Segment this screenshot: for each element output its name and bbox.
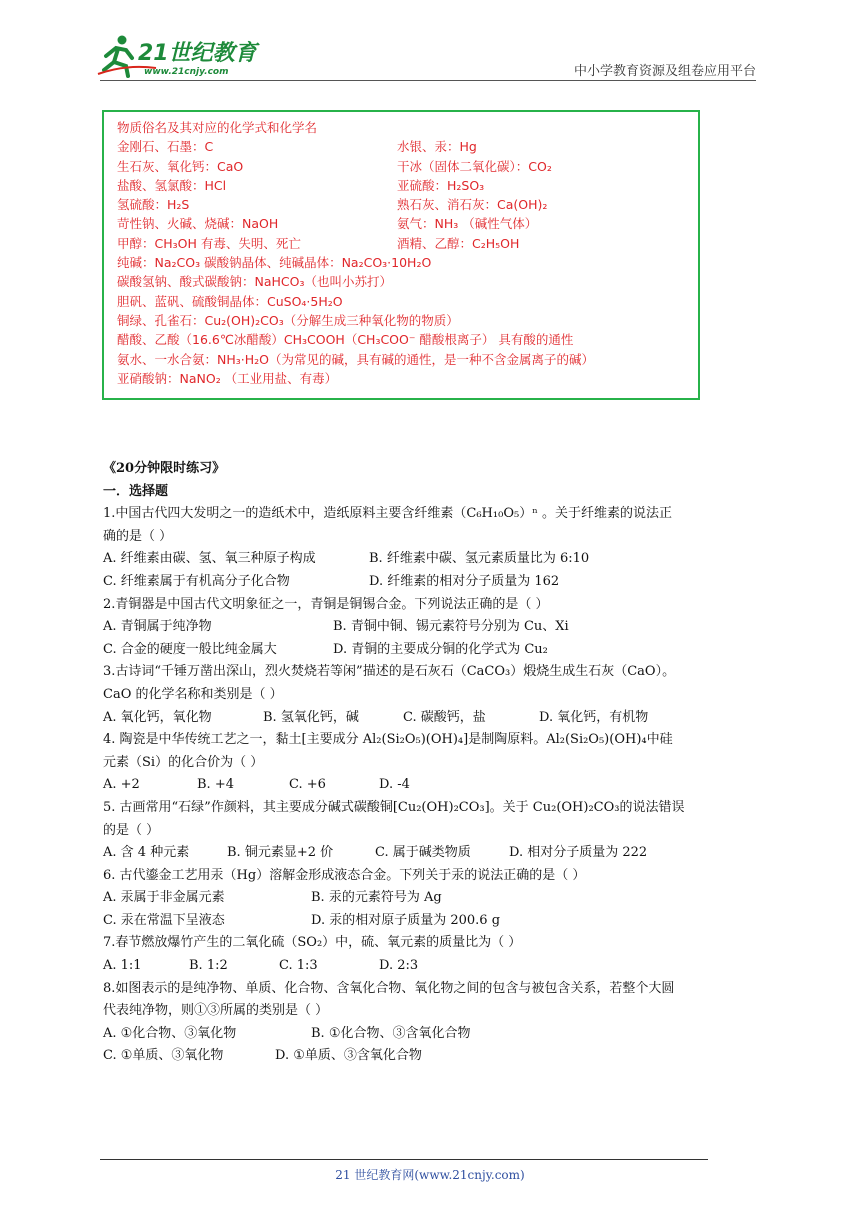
box-row: 纯碱：Na₂CO₃ 碳酸钠晶体、纯碱晶体：Na₂CO₃·10H₂O	[117, 255, 432, 271]
logo-text: 21世纪教育	[138, 41, 257, 66]
box-row: 铜绿、孔雀石：Cu₂(OH)₂CO₃（分解生成三种氧化物的物质）	[117, 312, 459, 328]
option-row	[103, 707, 763, 730]
option: A. 汞属于非金属元素	[103, 890, 225, 906]
option-row	[103, 548, 763, 571]
question-text: 2.青铜器是中国古代文明象征之一，青铜是铜锡合金。下列说法正确的是（ ）	[103, 596, 549, 612]
option: C. +6	[289, 777, 326, 793]
box-row: 亚硝酸钠：NaNO₂ （工业用盐、有毒）	[117, 370, 338, 386]
box-cell: 亚硫酸：H₂SO₃	[397, 177, 485, 193]
box-cell: 甲醇：CH₃OH 有毒、失明、死亡	[117, 235, 301, 251]
option: C. 属于碱类物质	[375, 845, 471, 861]
option: D. -4	[379, 777, 410, 793]
option: B. +4	[197, 777, 234, 793]
site-logo	[96, 34, 266, 80]
option: B. ①化合物、③含氧化合物	[311, 1025, 471, 1041]
option: B. 纤维素中碳、氢元素质量比为 6:10	[369, 551, 590, 567]
box-cell: 金刚石、石墨：C	[117, 139, 214, 155]
option: D. ①单质、③含氧化合物	[275, 1048, 422, 1064]
option-row	[103, 955, 763, 978]
question-text: 1.中国古代四大发明之一的造纸术中，造纸原料主要含纤维素（C₆H₁₀O₅）ⁿ 。关于纤维素的说法正	[103, 506, 672, 522]
option-row	[103, 910, 763, 933]
option: D. 青铜的主要成分铜的化学式为 Cu₂	[333, 641, 548, 657]
option: D. 汞的相对原子质量为 200.6 g	[311, 912, 501, 928]
option-row	[103, 616, 763, 639]
option: C. 1:3	[279, 958, 318, 974]
option: C. 碳酸钙，盐	[403, 709, 486, 725]
footer-divider	[100, 1159, 708, 1160]
option: B. 氢氧化钙，碱	[263, 709, 359, 725]
question-text: 代表纯净物，则①③所属的类别是（ ）	[103, 1003, 329, 1019]
option: C. 汞在常温下呈液态	[103, 912, 225, 928]
box-row: 氨水、一水合氨：NH₃·H₂O（为常见的碱，具有碱的通性，是一种不含金属离子的碱）	[117, 351, 594, 367]
box-cell: 盐酸、氢氯酸：HCl	[117, 177, 227, 193]
box-cell: 苛性钠、火碱、烧碱：NaOH	[117, 216, 279, 232]
option: A. ①化合物、③氧化物	[103, 1025, 237, 1041]
section-heading: 一．选择题	[103, 483, 169, 499]
question-text: 5. 古画常用“石绿”作颜料，其主要成分碱式碳酸铜[Cu₂(OH)₂CO₃]。关于 Cu₂(OH)₂CO₃的说法错误	[103, 799, 685, 815]
chemical-names-box	[102, 110, 700, 400]
question-text: 的是（ ）	[103, 822, 160, 838]
option: B. 铜元素显+2 价	[227, 845, 334, 861]
option: A. 青铜属于纯净物	[103, 619, 212, 635]
option: D. 2:3	[379, 958, 419, 974]
box-row: 醋酸、乙酸（16.6℃冰醋酸）CH₃COOH（CH₃COO⁻ 醋酸根离子） 具有酸的通性	[117, 332, 574, 348]
question-text: 3.古诗词“千锤万凿出深山，烈火焚烧若等闲”描述的是石灰石（CaCO₃）煅烧生成生石灰（CaO）。	[103, 664, 676, 680]
header-divider	[100, 80, 756, 81]
option: A. 纤维素由碳、氢、氧三种原子构成	[103, 551, 316, 567]
option: D. 氧化钙，有机物	[539, 709, 649, 725]
question-text: 6. 古代鎏金工艺用汞（Hg）溶解金形成液态合金。下列关于汞的说法正确的是（ ）	[103, 867, 586, 883]
option-row	[103, 774, 763, 797]
option: C. ①单质、③氧化物	[103, 1048, 224, 1064]
footer-link[interactable]: 21 世纪教育网(www.21cnjy.com)	[335, 1168, 525, 1182]
box-row: 碳酸氢钠、酸式碳酸钠：NaHCO₃（也叫小苏打）	[117, 274, 392, 290]
box-row	[117, 214, 698, 233]
option-row	[103, 639, 763, 662]
box-row	[117, 195, 698, 214]
option: B. 汞的元素符号为 Ag	[311, 890, 442, 906]
question-text: 确的是（ ）	[103, 528, 173, 544]
option: B. 青铜中铜、锡元素符号分别为 Cu、Xi	[333, 619, 569, 635]
box-title: 物质俗名及其对应的化学式和化学名	[117, 120, 318, 135]
option: D. 相对分子质量为 222	[509, 845, 648, 861]
box-cell: 干冰（固体二氧化碳）：CO₂	[397, 158, 552, 174]
box-cell: 熟石灰、消石灰：Ca(OH)₂	[397, 197, 548, 213]
option: C. 纤维素属于有机高分子化合物	[103, 573, 290, 589]
box-row	[117, 157, 698, 176]
question-text: 8.如图表示的是纯净物、单质、化合物、含氧化合物、氧化物之间的包含与被包含关系，若整个大圆	[103, 980, 675, 996]
box-row	[117, 176, 698, 195]
option: B. 1:2	[189, 958, 228, 974]
question-text: 4. 陶瓷是中华传统工艺之一，黏土[主要成分 Al₂(Si₂O₅)(OH)₄]是制陶原料。Al₂(Si₂O₅)(OH)₄中硅	[103, 732, 673, 748]
box-row: 胆矾、蓝矾、硫酸铜晶体：CuSO₄·5H₂O	[117, 293, 343, 309]
box-cell: 酒精、乙醇：C₂H₅OH	[397, 235, 520, 251]
exercise-title: 《20分钟限时练习》	[103, 461, 226, 476]
box-row	[117, 137, 698, 156]
option: A. 含 4 种元素	[103, 845, 190, 861]
platform-name: 中小学教育资源及组卷应用平台	[573, 64, 756, 79]
option: A. 1:1	[103, 958, 142, 974]
box-cell: 氢硫酸：H₂S	[117, 197, 190, 213]
option-row	[103, 1045, 763, 1068]
box-row	[117, 234, 698, 253]
question-text: CaO 的化学名称和类别是（ ）	[103, 686, 283, 702]
box-cell: 生石灰、氧化钙：CaO	[117, 158, 244, 174]
question-text: 元素（Si）的化合价为（ ）	[103, 754, 264, 770]
option-row	[103, 887, 763, 910]
question-text: 7.春节燃放爆竹产生的二氧化硫（SO₂）中，硫、氧元素的质量比为（ ）	[103, 935, 522, 951]
box-cell: 氨气：NH₃ （碱性气体）	[397, 216, 538, 232]
box-cell: 水银、汞：Hg	[397, 139, 477, 155]
option-row	[103, 842, 763, 865]
logo-url: www.21cnjy.com	[144, 67, 229, 77]
option-row	[103, 571, 763, 594]
option: C. 合金的硬度一般比纯金属大	[103, 641, 277, 657]
option-row	[103, 1023, 763, 1046]
option: A. +2	[103, 777, 140, 793]
option: A. 氧化钙，氧化物	[103, 709, 212, 725]
exercise-section	[103, 458, 763, 1068]
option: D. 纤维素的相对分子质量为 162	[369, 573, 560, 589]
